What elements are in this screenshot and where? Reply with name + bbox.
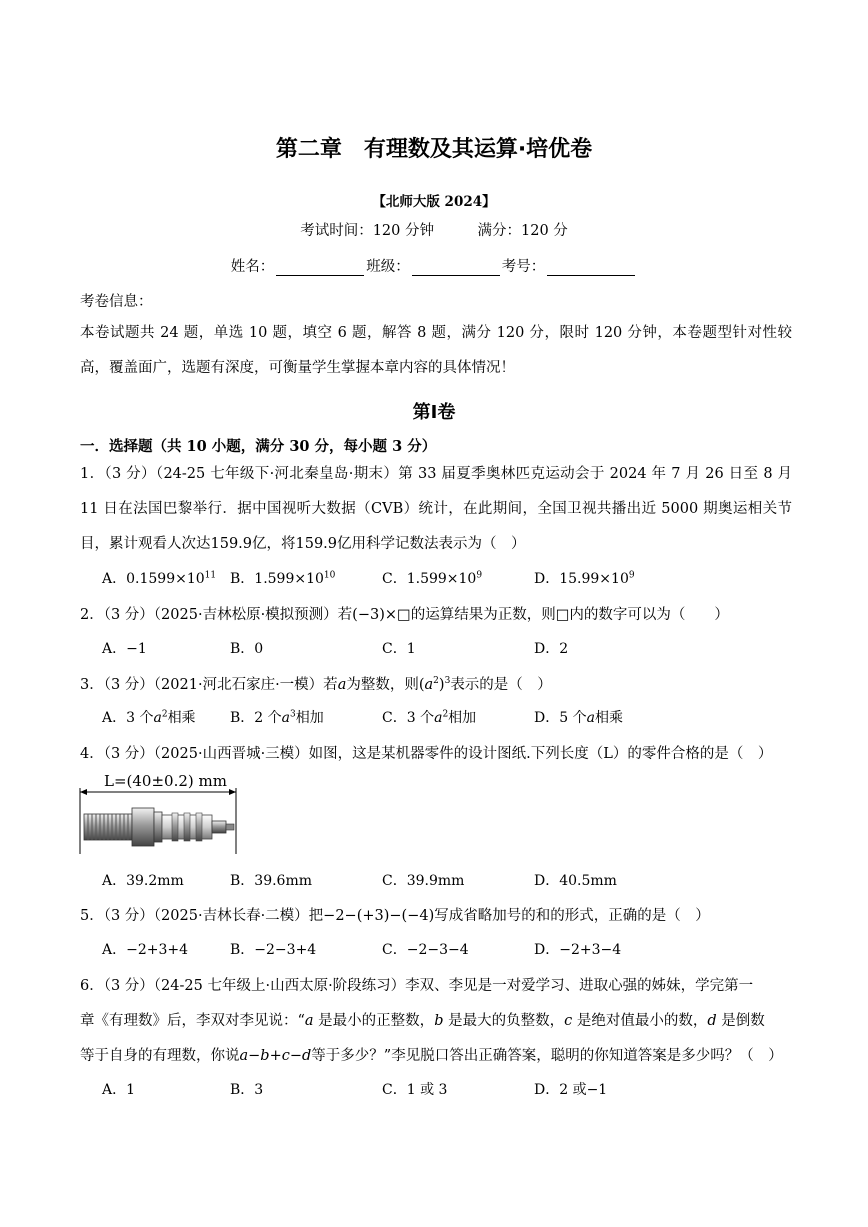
number-blank[interactable] [547,261,635,276]
exam-time-info: 考试时间：120 分钟 满分：120 分 [300,223,568,239]
page-title: 第二章 有理数及其运算·培优卷 [275,137,593,162]
q6-option-a[interactable]: A．1 [102,1082,136,1098]
q3-option-b[interactable]: B．2 个$a^3$相加 [230,709,324,726]
q5-option-d[interactable]: D．−2+3−4 [534,942,622,958]
dimension-label: L=(40±0.2) mm [104,772,227,790]
q4-option-d[interactable]: D．40.5mm [534,873,617,889]
q5-option-b[interactable]: B．−2−3+4 [230,942,317,958]
question-6-line-2: 章《有理数》后，李双对李见说：“a 是最小的正整数，b 是最大的负整数，c 是绝对值最小的数，d 是倒数 [80,1013,765,1029]
q5-option-c[interactable]: C．−2−3−4 [382,942,469,958]
question-5-text: 5．（3 分）（2025·吉林长春·二模）把−2−(+3)−(−4)写成省略加号的和的形式，正确的是（ ） [80,908,710,924]
number-label: 考号： [501,259,546,275]
q2-option-c[interactable]: C．1 [382,641,416,657]
volume-title: 第Ⅰ卷 [412,402,456,423]
q1-option-b[interactable]: B．$1.599\times 10^{10}$ [230,570,336,587]
info-body: 本卷试题共 24 题，单选 10 题，填空 6 题，解答 8 题，满分 120 分，限时 120 分钟，本卷题型针对性较高，覆盖面广，选题有深度，可衡量学生掌握本章内容的具体情况！ [80,325,792,376]
q1-option-a[interactable]: A．$0.1599\times 10^{11}$ [102,570,217,587]
name-blank[interactable] [276,261,364,276]
question-6-line-1: 6．（3 分）（24-25 七年级上·山西太原·阶段练习）李双、李见是一对爱学习、进取心强的姊妹，学完第一 [80,978,754,994]
question-2-text: 2．（3 分）（2025·吉林松原·模拟预测）若(−3)×□的运算结果为正数，则□内的数字可以为（ ） [80,607,729,623]
q2-option-b[interactable]: B．0 [230,641,264,657]
class-label: 班级： [366,259,410,275]
q3-option-d[interactable]: D．5 个a相乘 [534,710,623,726]
q6-option-c[interactable]: C．1 或 3 [382,1082,448,1098]
q3-option-c[interactable]: C．3 个$a^2$相加 [382,709,477,726]
q4-option-c[interactable]: C．39.9mm [382,873,465,889]
q4-option-a[interactable]: A．39.2mm [102,873,184,889]
class-blank[interactable] [412,261,500,276]
question-6-line-3: 等于自身的有理数，你说a−b+c−d等于多少？”李见脱口答出正确答案，聪明的你知道答案是多少吗？（ ） [80,1048,783,1064]
q1-option-d[interactable]: D．$15.99\times 10^9$ [534,570,635,587]
question-3-text: 3．（3 分）（2021·河北石家庄·一模）若a为整数，则$(a^2)^3$表示的是（ ） [80,676,552,693]
student-info-row [0,255,868,276]
q6-option-b[interactable]: B．3 [230,1082,264,1098]
edition-label: 【北师大版 2024】 [372,194,496,210]
spark-plug-figure [78,770,243,860]
q6-option-d[interactable]: D．2 或−1 [534,1082,608,1098]
question-4-text: 4．（3 分）（2025·山西晋城·三模）如图，这是某机器零件的设计图纸.下列长度（L）的零件合格的是（ ） [80,746,773,762]
q2-option-a[interactable]: A．−1 [102,641,147,657]
name-label: 姓名： [230,259,275,275]
info-heading: 考卷信息： [80,294,153,310]
q5-option-a[interactable]: A．−2+3+4 [102,942,189,958]
q2-option-d[interactable]: D．2 [534,641,569,657]
q1-option-c[interactable]: C．$1.599\times 10^9$ [382,570,483,587]
question-1-text: 1．（3 分）（24-25 七年级下·河北秦皇岛·期末）第 33 届夏季奥林匹克运动会于 2024 年 7 月 26 日至 8 月 11 日在法国巴黎举行．据中国视听大数据（CVB）统计，在此期间，全国卫视共播出近 5000 期奥运相关节目，累计观看人次达159.9亿，将159.9亿用科学记数法表示为（ ） [80,466,792,552]
q4-option-b[interactable]: B．39.6mm [230,873,313,889]
section-heading: 一．选择题（共 10 小题，满分 30 分，每小题 3 分） [80,438,437,455]
q3-option-a[interactable]: A．3 个$a^2$相乘 [102,709,196,726]
